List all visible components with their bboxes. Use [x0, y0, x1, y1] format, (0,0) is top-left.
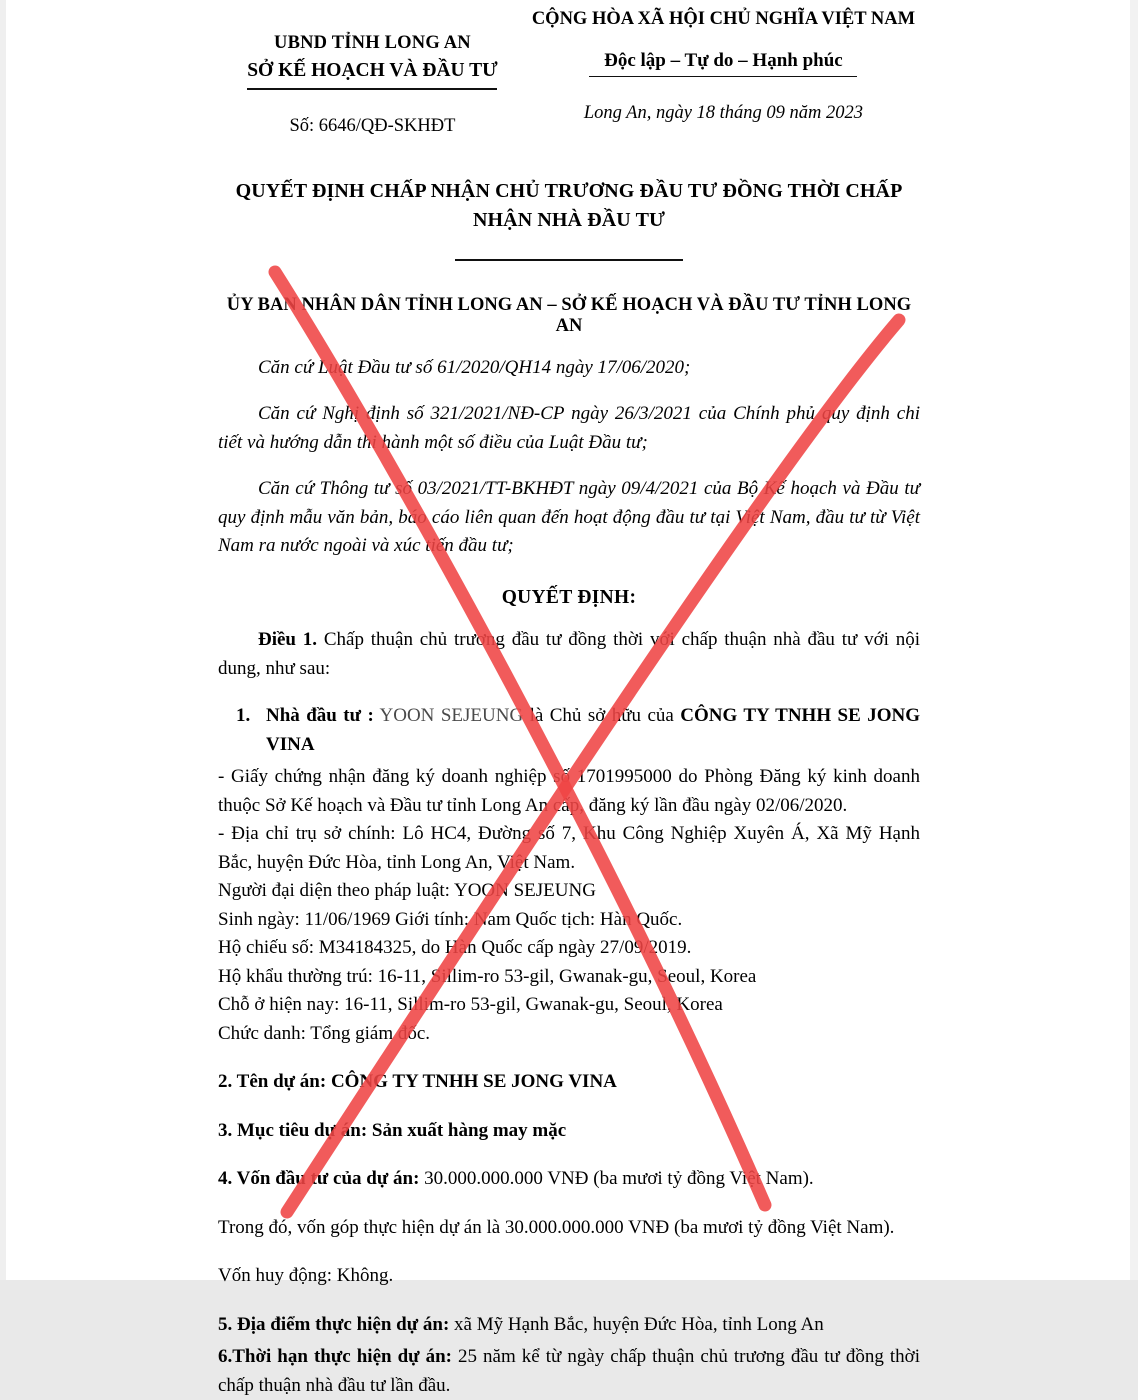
header-left-block: [218, 6, 527, 137]
mobilized-capital-row: Vốn huy động: Không.: [218, 1265, 394, 1287]
project-location-row: [218, 1311, 920, 1340]
document-number: Số: 6646/QĐ-SKHĐT: [289, 115, 456, 136]
project-name-label: 2. Tên dự án:: [218, 1071, 327, 1093]
investor-label: Nhà đầu tư :: [266, 705, 374, 727]
issuer-line: ỦY BAN NHÂN DÂN TỈNH LONG AN – SỞ KẾ HOẠCH VÀ ĐẦU TƯ TỈNH LONG AN: [226, 295, 912, 337]
project-objective-label: 3. Mục tiêu dự án:: [218, 1119, 368, 1141]
investor-item-body: [266, 702, 920, 759]
project-capital-value: 30.000.000.000 VNĐ: [419, 1168, 594, 1190]
project-duration-value: 25 năm kể từ ngày chấp thuận chủ trương đầu tư đồng thời chấp thuận nhà đầu tư lần đầu.: [218, 1346, 920, 1396]
decide-heading: QUYẾT ĐỊNH:: [501, 587, 637, 609]
investor-detail-line-5: Hộ chiếu số: M34184325, do Hàn Quốc cấp ngày 27/09/2019.: [218, 937, 692, 959]
project-capital-row: [218, 1165, 920, 1194]
investor-detail-line-6: Hộ khẩu thường trú: 16-11, Sillim-ro 53-gil, Gwanak-gu, Seoul, Korea: [218, 965, 757, 987]
project-objective-row: [218, 1117, 920, 1146]
contributed-capital-words: (ba mươi tỷ đồng Việt Nam).: [674, 1216, 895, 1238]
investor-detail-line-3: Người đại diện theo pháp luật: YOON SEJEUNG: [218, 880, 596, 902]
investor-detail-line-7: Chỗ ở hiện nay: 16-11, Sillim-ro 53-gil, Gwanak-gu, Seoul, Korea: [218, 994, 723, 1016]
legal-basis-1: Căn cứ Luật Đầu tư số 61/2020/QH14 ngày 17/06/2020;: [258, 357, 691, 379]
project-capital-value-words: (ba mươi tỷ đồng Việt Nam).: [593, 1168, 814, 1190]
legal-basis-3: Căn cứ Thông tư số 03/2021/TT-BKHĐT ngày 09/4/2021 của Bộ Kế hoạch và Đầu tư quy định mẫu văn bản, báo cáo liên quan đến hoạt động đầu tư tại Việt Nam, đầu tư từ Việt Nam ra nước ngoài và xúc tiến đầu tư;: [218, 477, 920, 557]
header-left-rule: [247, 88, 497, 90]
project-duration-label: 6.Thời hạn thực hiện dự án:: [218, 1346, 452, 1368]
project-capital-label: 4. Vốn đầu tư của dự án:: [218, 1168, 420, 1190]
project-name-row: [218, 1068, 920, 1097]
investor-detail-line-8: Chức danh: Tổng giám đốc.: [218, 1022, 431, 1044]
article-1-label: Điều 1.: [258, 629, 318, 651]
header-right-block: [527, 6, 920, 124]
investor-detail-line-4: Sinh ngày: 11/06/1969 Giới tính: Nam Quốc tịch: Hàn Quốc.: [218, 908, 683, 930]
investor-detail-line-2: - Địa chỉ trụ sở chính: Lô HC4, Đường số 7, Khu Công Nghiệp Xuyên Á, Xã Mỹ Hạnh Bắc, huyện Đức Hòa, tỉnh Long An, Việt Nam.: [218, 823, 920, 873]
legal-basis-2: Căn cứ Nghị định số 321/2021/NĐ-CP ngày 26/3/2021 của Chính phủ quy định chi tiết và hướng dẫn thi hành một số điều của Luật Đầu tư;: [218, 402, 920, 453]
title-divider: [455, 259, 683, 261]
investor-item: [218, 702, 920, 759]
national-motto: Độc lập – Tự do – Hạnh phúc: [604, 49, 843, 71]
project-name-value: CÔNG TY TNHH SE JONG VINA: [326, 1071, 617, 1093]
contributed-capital-row: [218, 1214, 920, 1243]
investor-middle-text: là Chủ sở hữu của: [529, 705, 674, 727]
contributed-capital-text: Trong đó, vốn góp thực hiện dự án là 30.000.000.000 VNĐ: [218, 1216, 674, 1238]
national-title: CỘNG HÒA XÃ HỘI CHỦ NGHĨA VIỆT NAM: [531, 9, 916, 29]
article-1-paragraph: [218, 626, 920, 684]
place-and-date: Long An, ngày 18 tháng 09 năm 2023: [583, 103, 864, 124]
investor-name: YOON SEJEUNG: [379, 705, 524, 727]
document-header: [218, 6, 920, 137]
investor-detail-line-1: - Giấy chứng nhận đăng ký doanh nghiệp số 1701995000 do Phòng Đăng ký kinh doanh thuộc Sở Kế hoạch và Đầu tư tỉnh Long An cấp, đăng ký lần đầu ngày 02/06/2020.: [218, 766, 920, 816]
issuing-authority-line1: UBND TỈNH LONG AN: [274, 33, 471, 53]
project-objective-value: Sản xuất hàng may mặc: [367, 1119, 567, 1141]
document-title: QUYẾT ĐỊNH CHẤP NHẬN CHỦ TRƯƠNG ĐẦU TƯ ĐỒNG THỜI CHẤP NHẬN NHÀ ĐẦU TƯ: [235, 179, 903, 231]
article-1-text: Chấp thuận chủ trương đầu tư đồng thời với chấp thuận nhà đầu tư với nội dung, như sau:: [218, 629, 920, 680]
investor-company: CÔNG TY TNHH SE JONG VINA: [266, 705, 920, 755]
header-right-rule: [589, 76, 857, 78]
issuing-authority-line2: SỞ KẾ HOẠCH VÀ ĐẦU TƯ: [247, 59, 498, 81]
project-location-value: xã Mỹ Hạnh Bắc, huyện Đức Hòa, tỉnh Long An: [449, 1313, 824, 1335]
project-location-label: 5. Địa điểm thực hiện dự án:: [218, 1313, 450, 1335]
investor-item-number: 1.: [236, 705, 251, 727]
project-duration-row: [218, 1343, 920, 1400]
